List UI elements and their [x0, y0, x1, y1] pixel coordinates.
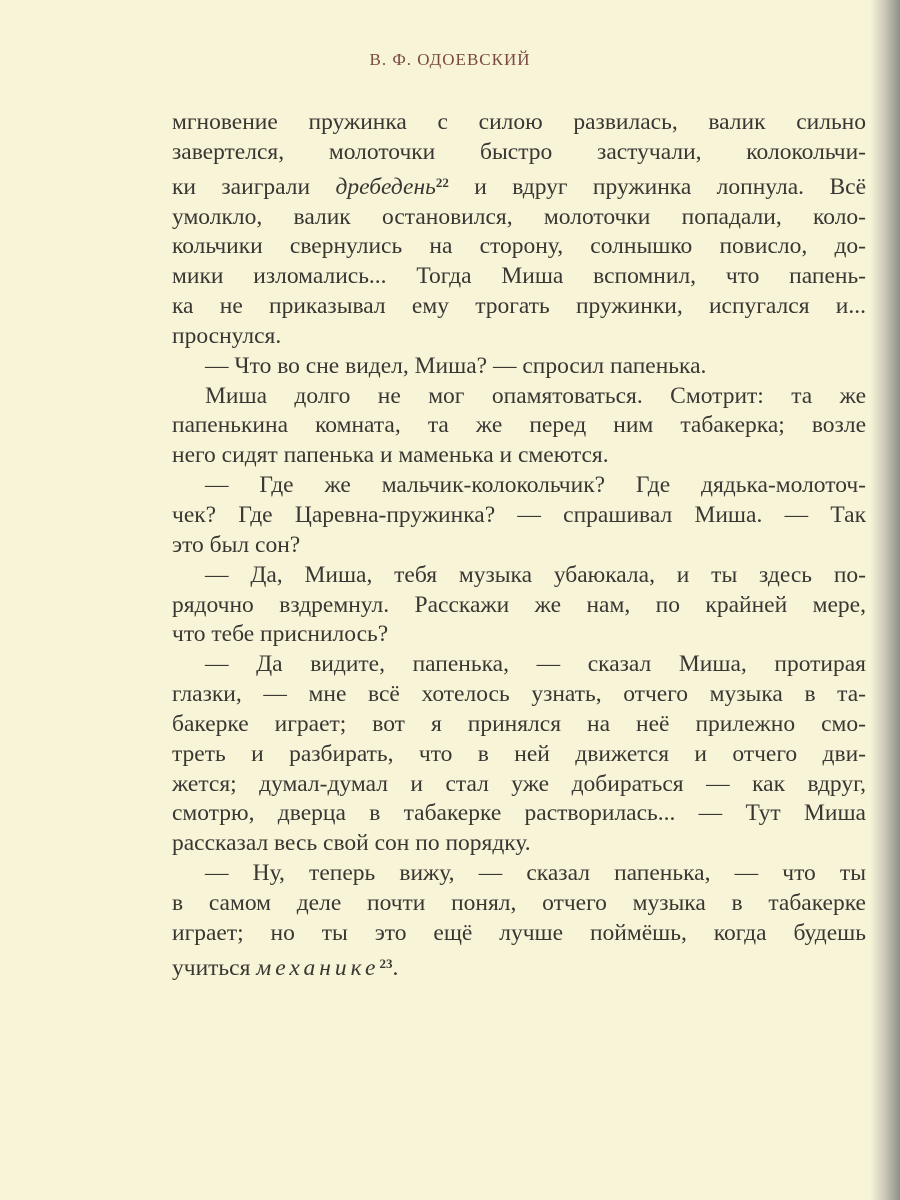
footnote-ref: 22 [435, 174, 449, 190]
text-line [172, 650, 866, 680]
emphasis-text: механике [256, 954, 380, 981]
text-line [172, 591, 866, 621]
text-line [172, 382, 866, 412]
text-line [172, 829, 866, 859]
text-segment: смотрю, дверца в табакерке растворилась... — Тут Миша [172, 800, 866, 827]
running-header: В. Ф. ОДОЕВСКИЙ [369, 50, 531, 69]
text-line [172, 889, 866, 919]
text-line [172, 531, 866, 561]
text-segment: проснулся. [172, 322, 282, 349]
text-line [172, 740, 866, 770]
text-segment: жется; думал-думал и стал уже добираться — как вдруг, [172, 770, 866, 797]
text-segment: учиться [172, 954, 257, 981]
text-segment: . [392, 954, 399, 981]
text-segment: чек? Где Царевна-пружинка? — спрашивал Миша. — Так [172, 501, 866, 528]
text-segment: ки заиграли [172, 173, 336, 200]
text-line [172, 232, 866, 262]
text-segment: мики изломались... Тогда Миша вспомнил, что папень- [172, 263, 866, 290]
text-segment: папенькина комната, та же перед ним табакерка; возле [172, 412, 866, 439]
footnote-ref: 23 [379, 955, 393, 971]
text-line [172, 799, 866, 829]
text-segment: ка не приказывал ему трогать пружинки, испугался и... [172, 293, 866, 320]
text-line [172, 561, 866, 591]
text-line [172, 108, 866, 138]
text-line [172, 919, 866, 949]
text-line [172, 411, 866, 441]
text-segment: играет; но ты это ещё лучше поймёшь, когда будешь [172, 919, 866, 946]
text-segment: рядочно вздремнул. Расскажи же нам, по крайней мере, [172, 591, 866, 618]
text-line [172, 859, 866, 889]
text-line [172, 949, 866, 984]
text-segment: бакерке играет; вот я принялся на неё прилежно смо- [172, 710, 866, 737]
text-segment: — Да, Миша, тебя музыка убаюкала, и ты здесь по- [205, 561, 866, 588]
text-line [172, 292, 866, 322]
text-line [172, 138, 866, 168]
text-segment: него сидят папенька и маменька и смеются. [172, 442, 609, 469]
text-segment: треть и разбирать, что в ней движется и отчего дви- [172, 740, 866, 767]
text-segment: что тебе приснилось? [172, 621, 389, 648]
text-segment: рассказал весь свой сон по порядку. [172, 830, 531, 857]
paragraph [172, 108, 866, 352]
page-edge-shadow [870, 0, 900, 1200]
text-segment: мгновение пружинка с силою развилась, валик сильно [172, 109, 866, 135]
text-segment: это был сон? [172, 531, 301, 558]
paragraph [172, 471, 866, 561]
text-segment: завертелся, молоточки быстро застучали, колокольчи- [172, 138, 866, 165]
text-segment: умолкло, валик остановился, молоточки попадали, коло- [172, 203, 866, 230]
text-line [172, 322, 866, 352]
text-line [172, 441, 866, 471]
text-segment: — Ну, теперь вижу, — сказал папенька, — что ты [205, 860, 866, 887]
text-line [172, 352, 866, 382]
text-line [172, 501, 866, 531]
text-segment: Миша долго не мог опамятоваться. Смотрит: та же [205, 382, 866, 409]
text-segment: и вдруг пружинка лопнула. Всё [448, 173, 866, 200]
paragraph [172, 352, 866, 382]
paragraph [172, 650, 866, 859]
text-line [172, 770, 866, 800]
text-segment: — Что во сне видел, Миша? — спросил папенька. [205, 352, 707, 379]
body-text [172, 108, 866, 983]
text-line [172, 620, 866, 650]
text-segment: кольчики свернулись на сторону, солнышко повисло, до- [172, 233, 866, 260]
text-line [172, 680, 866, 710]
text-segment: в самом деле почти понял, отчего музыка в табакерке [172, 889, 866, 916]
paragraph [172, 561, 866, 651]
text-segment: глазки, — мне всё хотелось узнать, отчего музыка в та- [172, 681, 866, 708]
text-segment: — Где же мальчик-колокольчик? Где дядька-молоточ- [205, 472, 866, 499]
text-line [172, 710, 866, 740]
text-segment: — Да видите, папенька, — сказал Миша, протирая [205, 651, 866, 678]
paragraph [172, 859, 866, 983]
paragraph [172, 382, 866, 472]
text-line [172, 168, 866, 203]
text-line [172, 262, 866, 292]
emphasis-text: дребедень [335, 173, 436, 200]
text-line [172, 471, 866, 501]
text-line [172, 203, 866, 233]
